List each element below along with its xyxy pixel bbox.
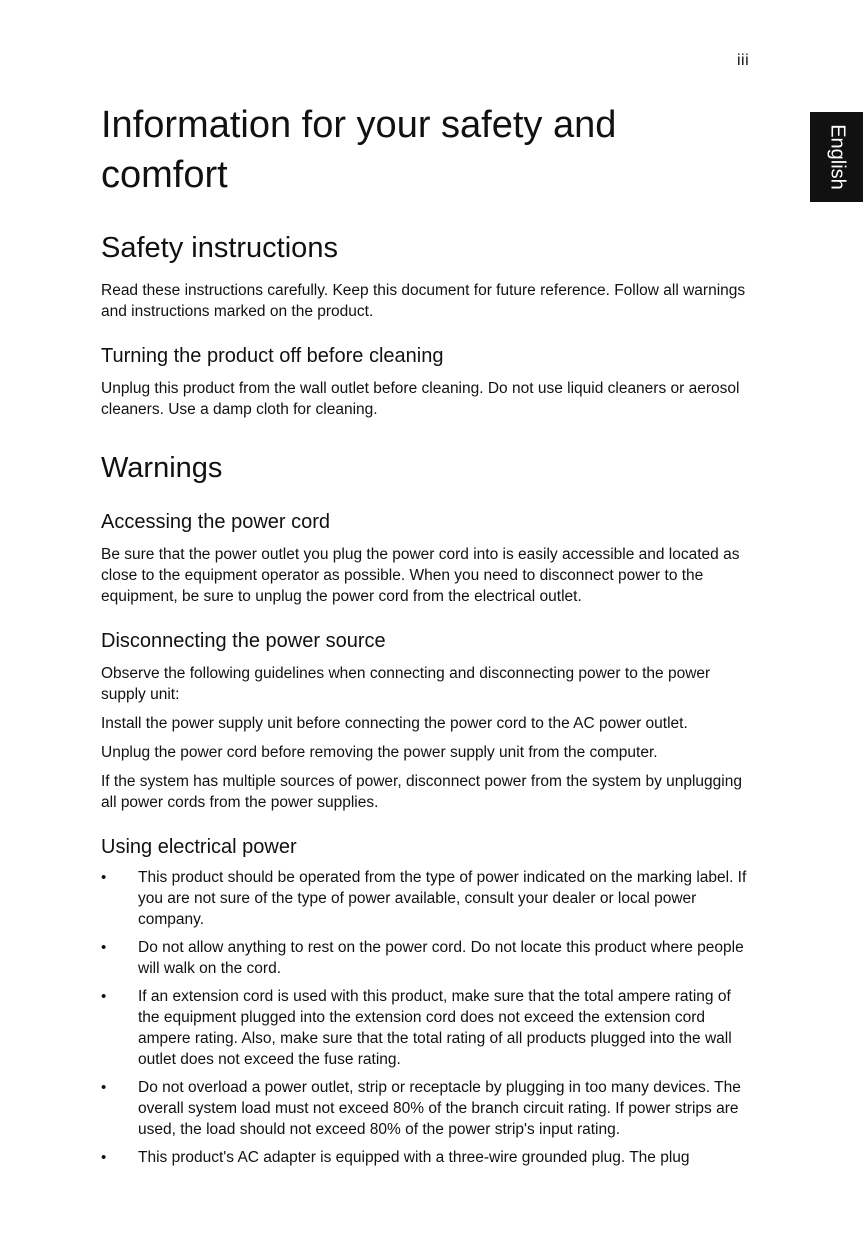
language-tab [810,112,863,202]
subheading-turning-off: Turning the product off before cleaning [101,345,444,367]
document-body [101,100,751,1175]
electrical-bullet-list [101,867,751,1168]
disconnecting-paragraph: If the system has multiple sources of power, disconnect power from the system by unplugging all power cords from the power supplies. [101,773,742,811]
subheading-disconnecting: Disconnecting the power source [101,630,386,652]
page-number: iii [737,52,750,69]
disconnecting-paragraph: Install the power supply unit before connecting the power cord to the AC power outlet. [101,715,688,732]
safety-intro: Read these instructions carefully. Keep this document for future reference. Follow all warnings and instructions marked on the product. [101,282,746,320]
subheading-electrical: Using electrical power [101,836,297,858]
bullet-icon: • [101,1079,107,1096]
list-item-text: This product should be operated from the type of power indicated on the marking label. If you are not sure of the type of power available, consult your dealer or local power company. [138,869,747,928]
bullet-icon: • [101,988,107,1005]
list-item [101,986,751,1070]
section-heading-safety: Safety instructions [101,232,338,264]
bullet-icon: • [101,869,107,886]
list-item-text: Do not allow anything to rest on the power cord. Do not locate this product where people will walk on the cord. [138,939,744,977]
bullet-icon: • [101,939,107,956]
list-item [101,937,751,979]
page-title: Information for your safety and comfort [101,104,617,196]
language-tab-label: English [826,124,848,190]
list-item-text: This product's AC adapter is equipped with a three-wire grounded plug. The plug [138,1149,690,1166]
list-item [101,1077,751,1140]
bullet-icon: • [101,1149,107,1166]
subheading-power-cord: Accessing the power cord [101,511,331,533]
list-item [101,1147,751,1168]
list-item-text: Do not overload a power outlet, strip or receptacle by plugging in too many devices. The overall system load must not exceed 80% of the branch circuit rating. If power strips are used, the load should not exceed 80% of the power strip's input rating. [138,1079,741,1138]
power-cord-body: Be sure that the power outlet you plug the power cord into is easily accessible and located as close to the equipment operator as possible. When you need to disconnect power to the equipment, be sure to unplug the power cord from the electrical outlet. [101,546,740,605]
list-item-text: If an extension cord is used with this product, make sure that the total ampere rating of the equipment plugged into the extension cord does not exceed the extension cord ampere rating. Also, make sure that the total rating of all products plugged into the wall outlet does not exceed the fuse rating. [138,988,732,1068]
section-heading-warnings: Warnings [101,452,223,484]
disconnecting-paragraph: Unplug the power cord before removing the power supply unit from the computer. [101,744,658,761]
list-item [101,867,751,930]
turning-off-body: Unplug this product from the wall outlet before cleaning. Do not use liquid cleaners or aerosol cleaners. Use a damp cloth for cleaning. [101,380,740,418]
disconnecting-paragraph: Observe the following guidelines when connecting and disconnecting power to the power supply unit: [101,665,711,703]
